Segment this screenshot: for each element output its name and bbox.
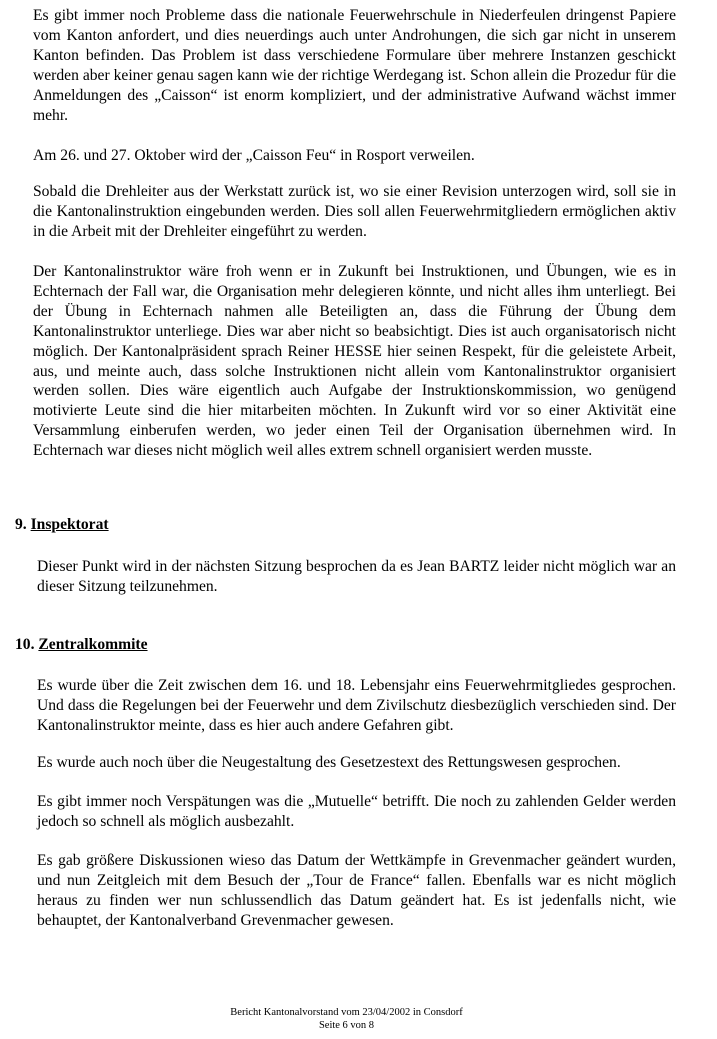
section-number: 10. [15, 636, 35, 653]
paragraph-lebensjahr: Es wurde über die Zeit zwischen dem 16. und 18. Lebensjahr eins Feuerwehrmitgliedes gesprochen. Und dass die Regelungen bei der Feuerwehr und dem Zivilschutz diesbezüglich verschieden sind. Der Kantonalinstruktor meinte, dass es hier auch andere Gefahren gibt. [37, 677, 676, 734]
paragraph-school-papers: Es gibt immer noch Probleme dass die nationale Feuerwehrschule in Niederfeulen dringenst Papiere vom Kanton anfordert, und dies neuerdings auch unter Androhungen, die sich gar nicht in unserem Kanton befinden. Das Problem ist dass verschiedene Formulare über mehrere Instanzen geschickt werden aber keiner genau sagen kann wie der richtige Werdegang ist. Schon allein die Prozedur für die Anmeldungen des „Caisson“ ist enorm kompliziert, und der administrative Aufwand wächst immer mehr. [33, 7, 676, 124]
section-title: Inspektorat [30, 516, 109, 533]
paragraph-kantonalinstruktor: Der Kantonalinstruktor wäre froh wenn er in Zukunft bei Instruktionen, und Übungen, wie es in Echternach der Fall war, die Organisation mehr delegieren könnte, und nicht alles ihm unterliegt. Bei der Übung in Echternach nahmen alle Beteiligten an, dass die Führung der Übung dem Kantonalinstruktor unterliege. Dies war aber nicht so beabsichtigt. Dies ist auch organisatorisch nicht möglich. Der Kantonalpräsident sprach Reiner HESSE hier seinen Respekt, für die geleistete Arbeit, aus, und meinte auch, dass solche Instruktionen nicht allein vom Kantonalinstruktor organisiert werden sollen. Dies wäre eigentlich auch Aufgabe der Instruktionskommission, wo genügend motivierte Leute sind die hier mitarbeiten möchten. In Zukunft wird vor so einer Aktivität eine Versammlung einberufen werden, wo jeder einen Teil der Organisation übernehmen wird. In Echternach war dieses nicht möglich weil alles extrem schnell organisiert werden musste. [33, 263, 676, 460]
section-heading-zentralkommite [15, 636, 148, 654]
section-title: Zentralkommite [38, 636, 148, 653]
paragraph-inspektorat: Dieser Punkt wird in der nächsten Sitzung besprochen da es Jean BARTZ leider nicht möglich war an dieser Sitzung teilzunehmen. [37, 558, 676, 595]
page-footer-report: Bericht Kantonalvorstand vom 23/04/2002 in Consdorf [230, 1007, 463, 1018]
paragraph-caisson-feu: Am 26. und 27. Oktober wird der „Caisson Feu“ in Rosport verweilen. [33, 147, 475, 164]
section-heading-inspektorat [15, 516, 109, 534]
section-number: 9. [15, 516, 27, 533]
paragraph-gesetzestext: Es wurde auch noch über die Neugestaltung des Gesetzestext des Rettungswesen gesprochen. [37, 754, 621, 771]
paragraph-wettkaempfe: Es gab größere Diskussionen wieso das Datum der Wettkämpfe in Grevenmacher geändert wurden, und nun Zeitgleich mit dem Besuch der „Tour de France“ fallen. Ebenfalls war es nicht möglich heraus zu finden wer nun schlussendlich das Datum geändert hat. Es ist jedenfalls nicht, wie behauptet, der Kantonalverband Grevenmacher gewesen. [37, 852, 676, 929]
page-number: Seite 6 von 8 [318, 1020, 375, 1031]
paragraph-drehleiter: Sobald die Drehleiter aus der Werkstatt zurück ist, wo sie einer Revision unterzogen wird, soll sie in die Kantonalinstruktion eingebunden werden. Dies soll allen Feuerwehrmitgliedern ermöglichen aktiv in die Arbeit mit der Drehleiter eingeführt zu werden. [33, 183, 676, 240]
paragraph-mutuelle: Es gibt immer noch Verspätungen was die „Mutuelle“ betrifft. Die noch zu zahlenden Gelder werden jedoch so schnell als möglich ausbezahlt. [37, 793, 676, 830]
